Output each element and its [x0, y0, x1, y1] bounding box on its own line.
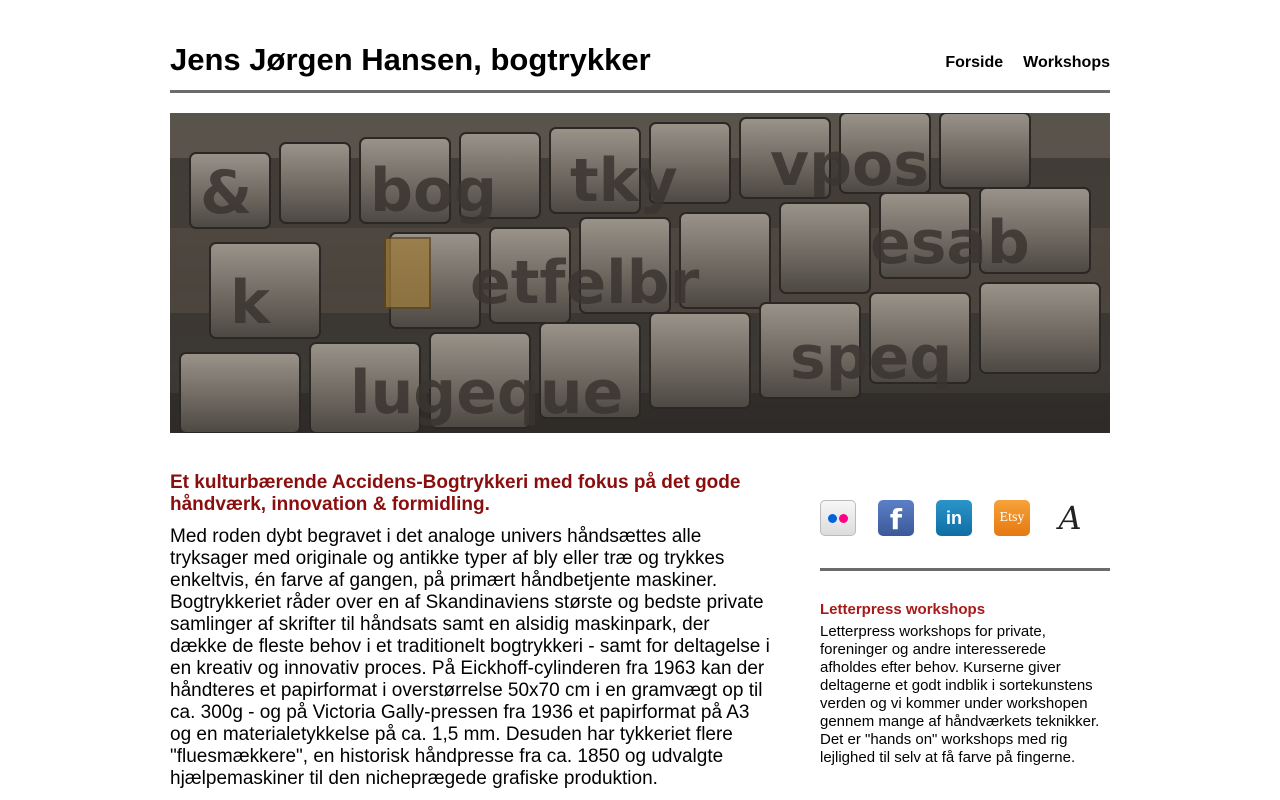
- tagline: Et kulturbærende Accidens-Bogtrykkeri med fokus på det gode håndværk, innovation & formidling.: [170, 472, 741, 515]
- flickr-blue-dot: [828, 514, 837, 523]
- social-links: [820, 500, 1110, 571]
- svg-text:speq: speq: [790, 323, 953, 393]
- workshops-text: Letterpress workshops for private, foreninger og andre interesserede afholdes efter behov. Kurserne giver deltagerne et godt indblik i sortekunstens verden og vi kommer under workshopen gennem mange af håndværkets teknikker. Det er "hands on" workshops med rig lejlighed til selv at få farve på fingerne.: [820, 623, 1100, 766]
- svg-text:lugeque: lugeque: [350, 358, 624, 428]
- intro-text: Med roden dybt begravet i det analoge univers håndsættes alle tryksager med originale og antikke typer af bly eller træ og trykkes enkeltvis, én farve af gangen, på primært håndbetjente maskiner. Bogtrykkeriet råder over en af Skandinaviens største og bedste private samlinger af skrifter til håndsats samt en alsidig maskinpark, der dække de fleste behov i et traditionelt bogtrykkeri - samt for deltagelse i en kreativ og innovativ proces. På Eickhoff-cylinderen fra 1963 kan der håndteres et papirformat i overstørrelse 50x70 cm i en gramvægt op til ca. 300g - og på Victoria Gally-pressen fra 1936 et papirformat på A3 og en materialetykkelse på ca. 1,5 mm. Desuden har tykkeriet flere "fluesmækkere", en historisk håndpresse fra ca. 1850 og udvalgte hjælpemaskiner til den nicheprægede grafiske produktion.: [170, 526, 770, 789]
- svg-text:tky: tky: [570, 146, 678, 216]
- flickr-icon[interactable]: [820, 500, 856, 536]
- site-title: Jens Jørgen Hansen, bogtrykker: [170, 42, 651, 77]
- letterpress-type-image: [170, 113, 1110, 433]
- svg-text:&: &: [200, 158, 253, 228]
- linkedin-icon[interactable]: in: [936, 500, 972, 536]
- svg-text:vpos: vpos: [770, 130, 929, 200]
- svg-text:bog: bog: [370, 156, 498, 226]
- hero-image: [170, 113, 1110, 433]
- nav-workshops[interactable]: Workshops: [1023, 54, 1110, 71]
- svg-text:k: k: [230, 268, 270, 338]
- svg-text:esab: esab: [870, 208, 1030, 278]
- flickr-pink-dot: [839, 514, 848, 523]
- site-header: [170, 40, 1110, 93]
- svg-text:etfelbr: etfelbr: [470, 248, 700, 318]
- main-nav: [945, 54, 1110, 72]
- etsy-icon[interactable]: Etsy: [994, 500, 1030, 536]
- main-content: [170, 472, 770, 790]
- workshops-heading[interactable]: Letterpress workshops: [820, 601, 986, 618]
- sidebar: [820, 500, 1110, 767]
- typography-icon[interactable]: A: [1058, 499, 1082, 537]
- facebook-icon[interactable]: f: [878, 500, 914, 536]
- nav-forside[interactable]: Forside: [945, 54, 1004, 71]
